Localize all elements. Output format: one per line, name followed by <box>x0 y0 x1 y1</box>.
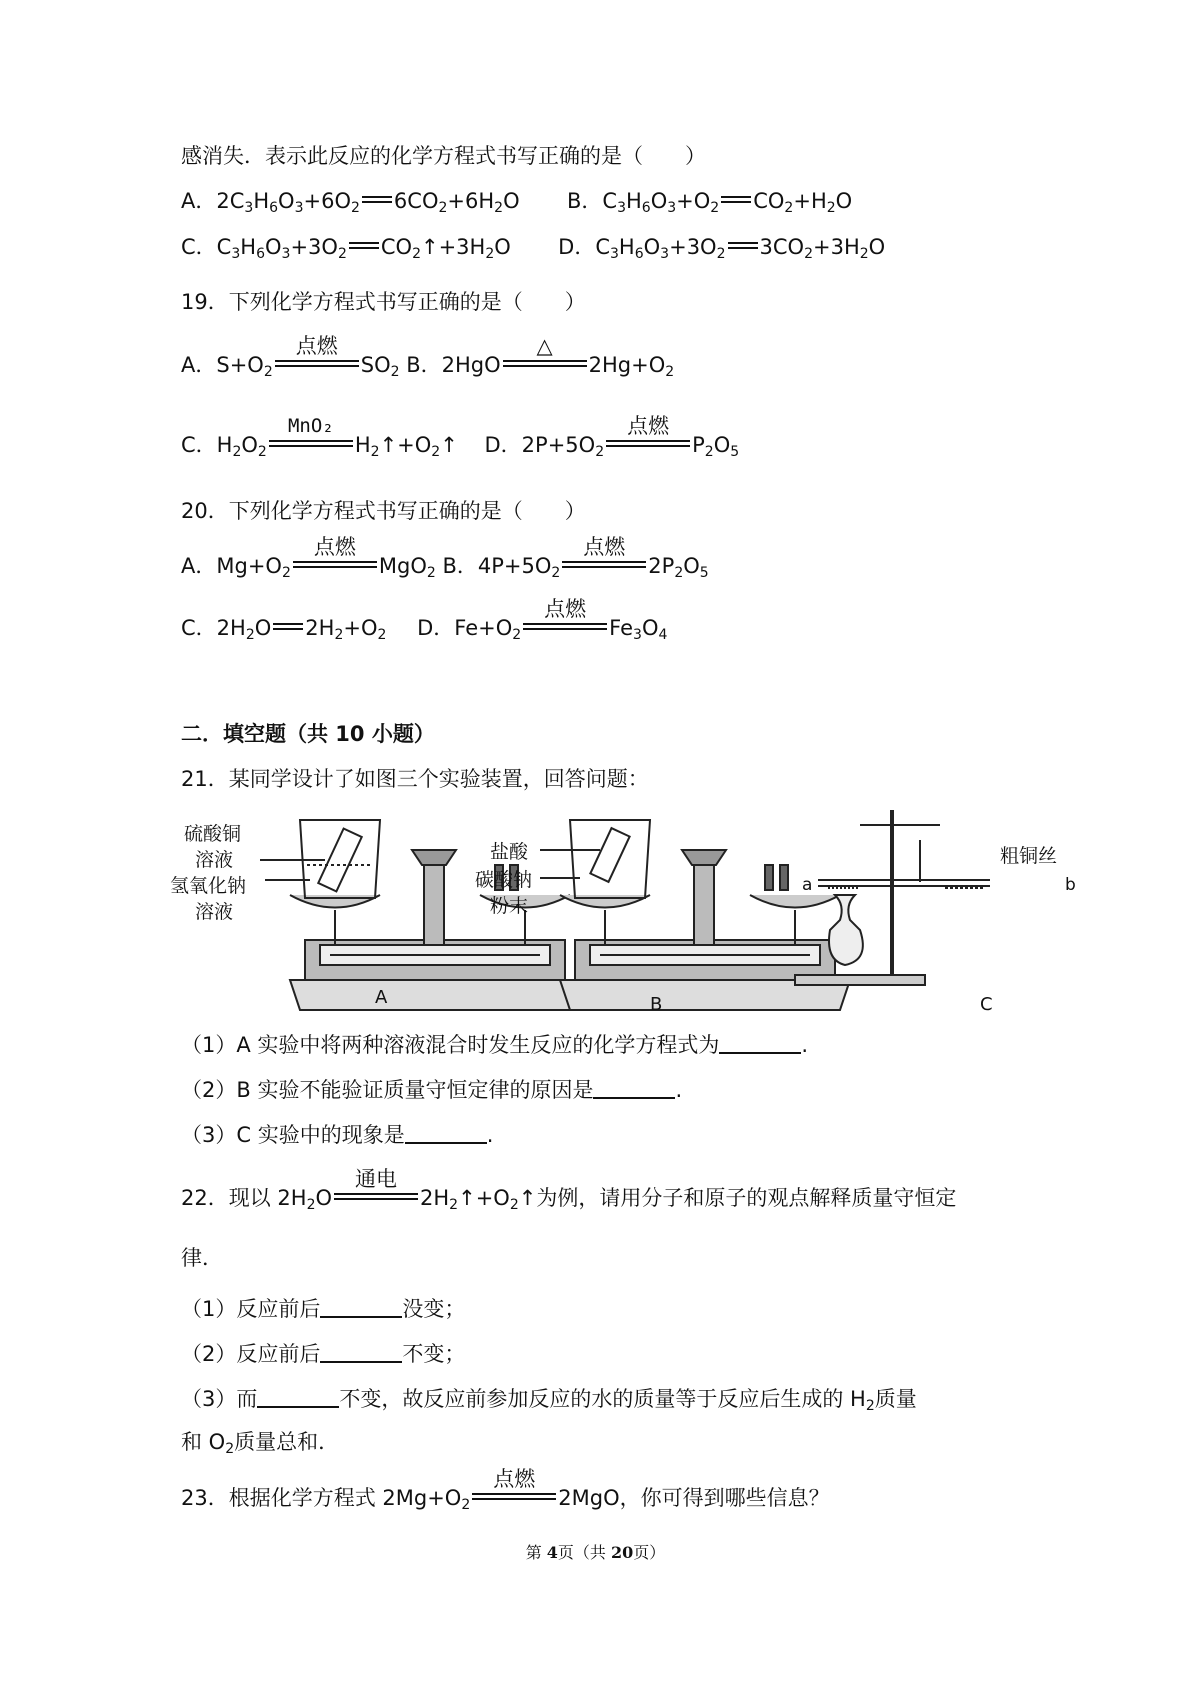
answer-blank[interactable] <box>320 1339 402 1363</box>
condition-arrow <box>503 334 587 370</box>
condition-arrow <box>523 597 607 633</box>
q18-options-cd: C．$C_3H_6O_3+3O_2$ $CO_2↑+3H_2O$ D．$C_3H_6O_3+3O_2$ $3CO_2+3H_2O$ <box>181 235 886 262</box>
q22-part-1-pre: （1）反应前后 <box>181 1297 321 1321</box>
q22-stem-line2: 律． <box>181 1246 223 1270</box>
q18-opt-a-label: A． <box>181 189 217 213</box>
equals-sign <box>273 621 303 633</box>
q22-part-3-post: 不变，故反应前参加反应的水的质量等于反应后生成的 H <box>339 1387 866 1411</box>
condition-arrow <box>606 414 690 450</box>
q21-part-3 <box>181 1120 493 1149</box>
condition-arrow <box>293 535 377 571</box>
q21-apparatus-figure <box>170 810 1080 1020</box>
answer-blank[interactable] <box>257 1384 339 1408</box>
label-powder: 粉末 <box>490 895 529 917</box>
label-naoh: 氢氧化钠 <box>170 875 247 897</box>
q21-part-1 <box>181 1030 808 1059</box>
q23-suffix: 2MgO，你可得到哪些信息？ <box>558 1486 830 1510</box>
q20-options-ab: A．$Mg+O_2$ 点燃 MgO$_2$ B．$4P+5O_2$ 点燃 $2P_2O_5$ <box>181 535 709 581</box>
q21-stem: 21．某同学设计了如图三个实验装置，回答问题： <box>181 767 649 791</box>
condition-arrow <box>275 334 359 370</box>
condition-text: 点燃 <box>493 1467 536 1491</box>
label-na2co3: 碳酸钠 <box>475 869 533 891</box>
q22-part-3-tail: 质量 <box>874 1387 917 1411</box>
q22-part-3-line2: 和 $O_2$质量总和． <box>181 1430 340 1457</box>
answer-blank[interactable] <box>405 1120 487 1144</box>
answer-blank[interactable] <box>593 1075 675 1099</box>
q18-opt-c-label: C． <box>181 235 217 259</box>
label-point-b: b <box>1065 875 1076 895</box>
section-2-title: 二．填空题（共 10 小题） <box>181 722 435 746</box>
condition-arrow <box>562 535 646 571</box>
q19-options-cd: C．$H_2O_2$ MnO₂ $H_2↑+O_2↑$ D．$2P+5O_2$ 点燃 $P_2O_5$ <box>181 414 740 460</box>
label-apparatus-b: B <box>650 994 663 1015</box>
label-point-a: a <box>802 875 813 895</box>
condition-text: MnO₂ <box>287 415 334 437</box>
q21-part-3-text: （3）C 实验中的现象是 <box>181 1123 405 1147</box>
q18-options-ab: A．$2C_3H_6O_3+6O_2$ $6CO_2+6H_2O$ B．$C_3H_6O_3+O_2$ $CO_2+H_2O$ <box>181 189 853 216</box>
q22-part-3-line2-post: 质量总和． <box>234 1430 340 1454</box>
condition-arrow <box>334 1167 418 1203</box>
page-footer <box>0 1540 1191 1563</box>
q23-prefix: 23．根据化学方程式 2Mg+O <box>181 1486 462 1510</box>
q18-stem-tail: 感消失．表示此反应的化学方程式书写正确的是（ ） <box>181 144 706 168</box>
period: . <box>486 1123 494 1147</box>
q18-opt-d-label: D． <box>558 235 596 259</box>
q22-prefix: 22．现以 <box>181 1186 278 1210</box>
condition-text: △ <box>536 334 553 358</box>
condition-text: 点燃 <box>313 535 356 559</box>
label-copper-sulfate: 硫酸铜 <box>184 823 242 845</box>
label-apparatus-c: C <box>980 994 993 1015</box>
footer-pre: 第 <box>525 1543 547 1562</box>
label-solution-1: 溶液 <box>195 849 234 871</box>
q21-part-1-text: （1）A 实验中将两种溶液混合时发生反应的化学方程式为 <box>181 1033 720 1057</box>
q22-part-1-post: 没变； <box>402 1297 466 1321</box>
equals-sign <box>362 194 392 206</box>
total-pages: 20 <box>611 1543 634 1562</box>
q22-part-2-post: 不变； <box>402 1342 466 1366</box>
answer-blank[interactable] <box>719 1030 801 1054</box>
equals-sign <box>721 194 751 206</box>
q21-part-2 <box>181 1075 682 1104</box>
period: . <box>675 1078 683 1102</box>
q18-opt-b-label: B． <box>566 189 603 213</box>
period: . <box>801 1033 809 1057</box>
condition-text: 点燃 <box>295 334 338 358</box>
condition-text: 点燃 <box>583 535 626 559</box>
q22-part-3-line2-pre: 和 O <box>181 1430 226 1454</box>
condition-text: 通电 <box>355 1167 398 1191</box>
label-copper-wire: 粗铜丝 <box>1000 845 1058 867</box>
page-number: 4 <box>546 1543 558 1562</box>
q19-stem: 19．下列化学方程式书写正确的是（ ） <box>181 290 586 314</box>
q22-part-3-pre: （3）而 <box>181 1387 258 1411</box>
q21-part-2-text: （2）B 实验不能验证质量守恒定律的原因是 <box>181 1078 594 1102</box>
q22-part-3: （3）而 不变，故反应前参加反应的水的质量等于反应后生成的 $H_2$质量 <box>181 1384 917 1413</box>
label-apparatus-a: A <box>375 987 388 1008</box>
label-hcl: 盐酸 <box>490 841 529 863</box>
q22-part-2 <box>181 1339 465 1368</box>
equals-sign <box>349 240 379 252</box>
answer-blank[interactable] <box>320 1294 402 1318</box>
condition-text: 点燃 <box>627 414 670 438</box>
condition-arrow <box>472 1467 556 1503</box>
q22-part-1 <box>181 1294 465 1323</box>
q20-stem: 20．下列化学方程式书写正确的是（ ） <box>181 499 586 523</box>
q19-options-ab: A．$S+O_2$ 点燃 $SO_2$ B．2HgO △ $2Hg+O_2$ <box>181 334 675 380</box>
q23-stem: 23．根据化学方程式 $2Mg+O_2$ 点燃 2MgO，你可得到哪些信息？ <box>181 1467 830 1513</box>
condition-text: 点燃 <box>544 597 587 621</box>
label-solution-2: 溶液 <box>195 901 234 923</box>
footer-mid: 页（共 <box>557 1543 612 1562</box>
q22-stem: 22．现以 $2H_2O$ 通电 $2H_2↑+O_2↑$为例，请用分子和原子的观点解释质量守恒定 <box>181 1167 957 1213</box>
q22-part-2-pre: （2）反应前后 <box>181 1342 321 1366</box>
q22-suffix: 为例，请用分子和原子的观点解释质量守恒定 <box>536 1186 957 1210</box>
footer-post: 页） <box>633 1543 666 1562</box>
condition-arrow <box>269 415 353 450</box>
q20-options-cd: C．$2H_2O$ $2H_2+O_2$ D．$Fe+O_2$ 点燃 $Fe_3O_4$ <box>181 597 668 643</box>
equals-sign <box>728 240 758 252</box>
